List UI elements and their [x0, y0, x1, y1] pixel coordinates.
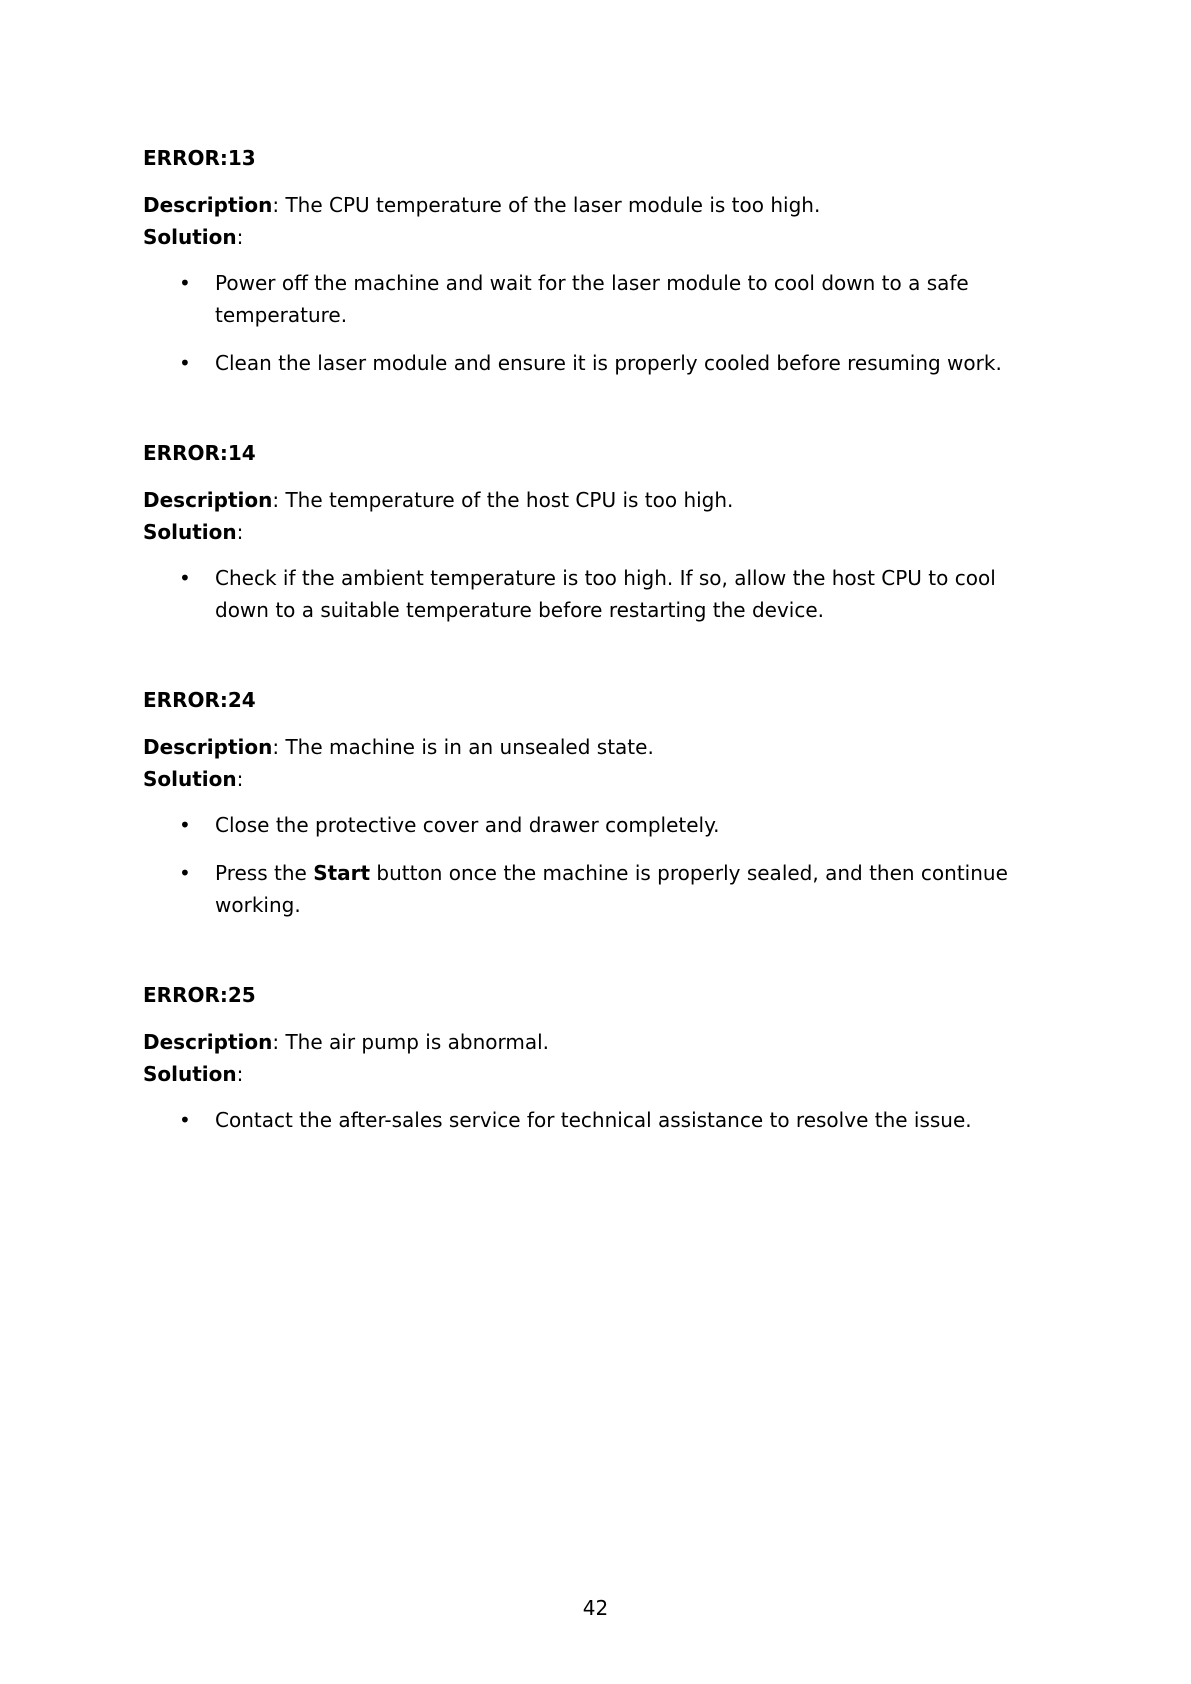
solution-line [143, 1058, 1043, 1090]
description-text: : The machine is in an unsealed state. [272, 735, 654, 759]
error-section-24 [143, 684, 1043, 921]
start-button-reference: Start [313, 861, 371, 885]
solution-text-after: button once the machine is properly sealed, and then continue working. [215, 861, 1008, 917]
description-line [143, 1026, 1043, 1058]
solution-item [143, 347, 1043, 379]
bullet-icon: • [179, 351, 191, 375]
description-line [143, 189, 1043, 221]
error-section-14 [143, 437, 1043, 626]
solution-text: Power off the machine and wait for the laser module to cool down to a safe temperature. [215, 271, 969, 327]
description-label: Description [143, 735, 273, 759]
bullet-icon: • [179, 861, 191, 885]
solution-label: Solution [143, 767, 237, 791]
bullet-icon: • [179, 1108, 191, 1132]
solution-item [143, 267, 1043, 331]
solution-colon: : [236, 225, 244, 249]
solution-text: Contact the after-sales service for technical assistance to resolve the issue. [215, 1108, 972, 1132]
error-section-25 [143, 979, 1043, 1136]
solution-line [143, 516, 1043, 548]
solution-item [143, 809, 1043, 841]
description-text: : The air pump is abnormal. [272, 1030, 550, 1054]
description-text: : The temperature of the host CPU is too high. [272, 488, 734, 512]
solution-list [143, 267, 1043, 379]
solution-list [143, 562, 1043, 626]
solution-item [143, 1104, 1043, 1136]
solution-item [143, 562, 1043, 626]
solution-text-before: Press the [215, 861, 314, 885]
solution-text: Check if the ambient temperature is too high. If so, allow the host CPU to cool down to a suitable temperature before restarting the device. [215, 566, 996, 622]
description-line [143, 731, 1043, 763]
bullet-icon: • [179, 813, 191, 837]
error-section-13 [143, 142, 1043, 379]
solution-line [143, 763, 1043, 795]
description-line [143, 484, 1043, 516]
solution-list [143, 809, 1043, 921]
solution-label: Solution [143, 1062, 237, 1086]
error-code: ERROR:24 [143, 688, 256, 712]
bullet-icon: • [179, 566, 191, 590]
solution-colon: : [236, 767, 244, 791]
solution-colon: : [236, 520, 244, 544]
description-label: Description [143, 488, 273, 512]
bullet-icon: • [179, 271, 191, 295]
description-label: Description [143, 193, 273, 217]
error-code: ERROR:25 [143, 983, 256, 1007]
page-content [143, 142, 1043, 1136]
solution-text: Clean the laser module and ensure it is properly cooled before resuming work. [215, 351, 1002, 375]
solution-colon: : [236, 1062, 244, 1086]
solution-label: Solution [143, 225, 237, 249]
error-code: ERROR:14 [143, 441, 256, 465]
description-label: Description [143, 1030, 273, 1054]
solution-line [143, 221, 1043, 253]
solution-text: Close the protective cover and drawer completely. [215, 813, 720, 837]
solution-list [143, 1104, 1043, 1136]
description-text: : The CPU temperature of the laser module is too high. [272, 193, 821, 217]
solution-item [143, 857, 1043, 921]
page-number: 42 [582, 1596, 609, 1620]
solution-label: Solution [143, 520, 237, 544]
error-code: ERROR:13 [143, 146, 256, 170]
